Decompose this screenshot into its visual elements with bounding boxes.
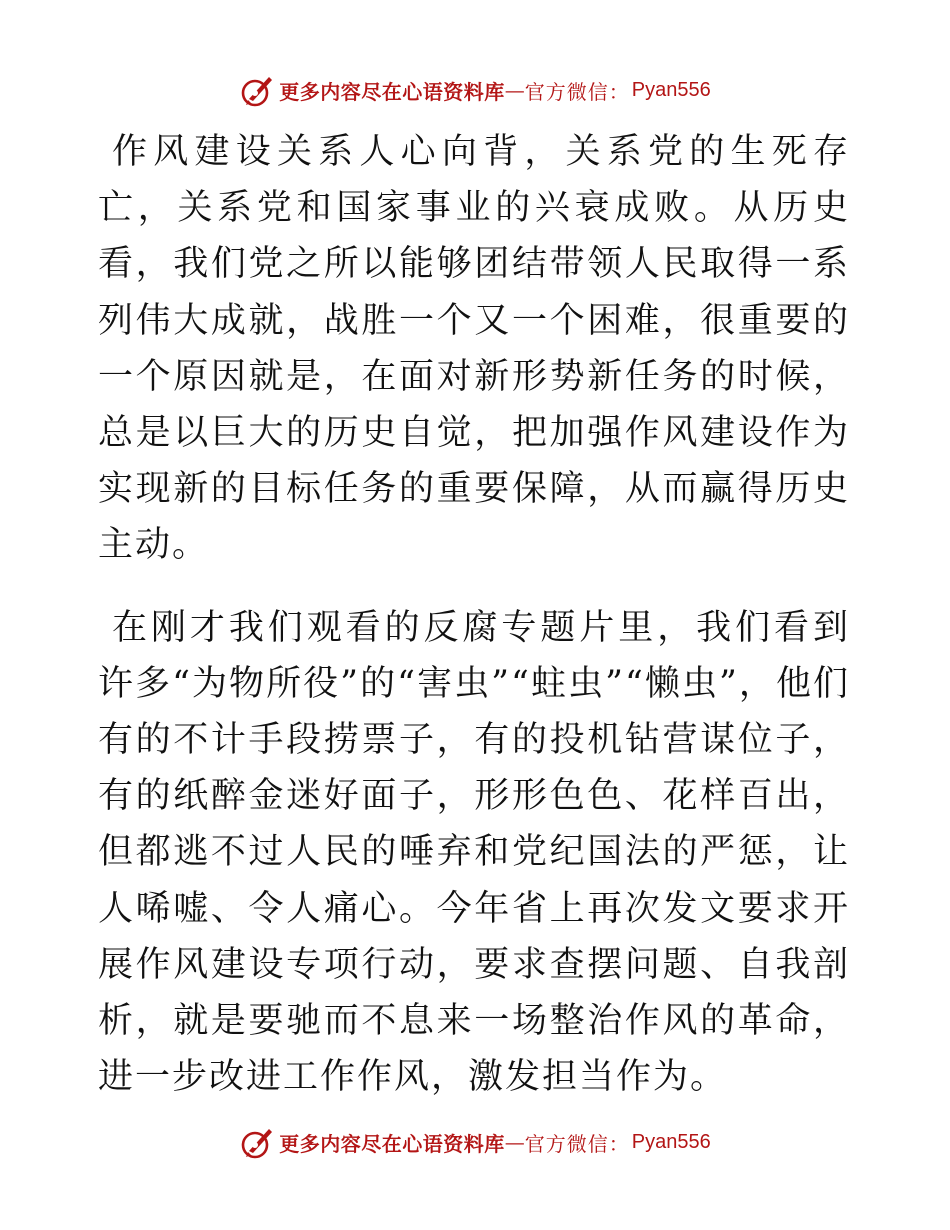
quill-pen-logo-icon bbox=[239, 1123, 277, 1161]
paragraph-1: 作风建设关系人心向背，关系党的生死存亡，关系党和国家事业的兴衰成败。从历史看，我们党之所以能够团结带领人民取得一系列伟大成就，战胜一个又一个困难，很重要的一个原因就是，在面对新形势新任务的时候，总是以巨大的历史自觉，把加强作风建设作为实现新的目标任务的重要保障，从而赢得历史主动。 bbox=[98, 132, 850, 566]
page-header-watermark bbox=[0, 70, 950, 110]
header-separator: — bbox=[504, 78, 525, 102]
footer-official-label: 官方微信： bbox=[524, 1131, 630, 1156]
header-wechat-id: Pyan556 bbox=[631, 78, 711, 101]
footer-separator: — bbox=[504, 1130, 525, 1154]
header-official-label: 官方微信： bbox=[524, 79, 630, 104]
footer-wechat-id: Pyan556 bbox=[631, 1130, 711, 1153]
header-brand-text: 更多内容尽在心语资料库 bbox=[279, 79, 505, 104]
page-footer-watermark bbox=[0, 1122, 950, 1162]
document-body bbox=[98, 124, 850, 1105]
footer-brand-text: 更多内容尽在心语资料库 bbox=[279, 1131, 505, 1156]
quill-pen-logo-icon bbox=[239, 71, 277, 109]
paragraph-2: 在刚才我们观看的反腐专题片里，我们看到许多“为物所役”的“害虫”“蛀虫”“懒虫”，他们有的不计手段捞票子，有的投机钻营谋位子，有的纸醉金迷好面子，形形色色、花样百出，但都逃不过人民的唾弃和党纪国法的严惩，让人唏嘘、令人痛心。今年省上再次发文要求开展作风建设专项行动，要求查摆问题、自我剖析，就是要驰而不息来一场整治作风的革命，进一步改进工作作风，激发担当作为。 bbox=[98, 607, 850, 1098]
